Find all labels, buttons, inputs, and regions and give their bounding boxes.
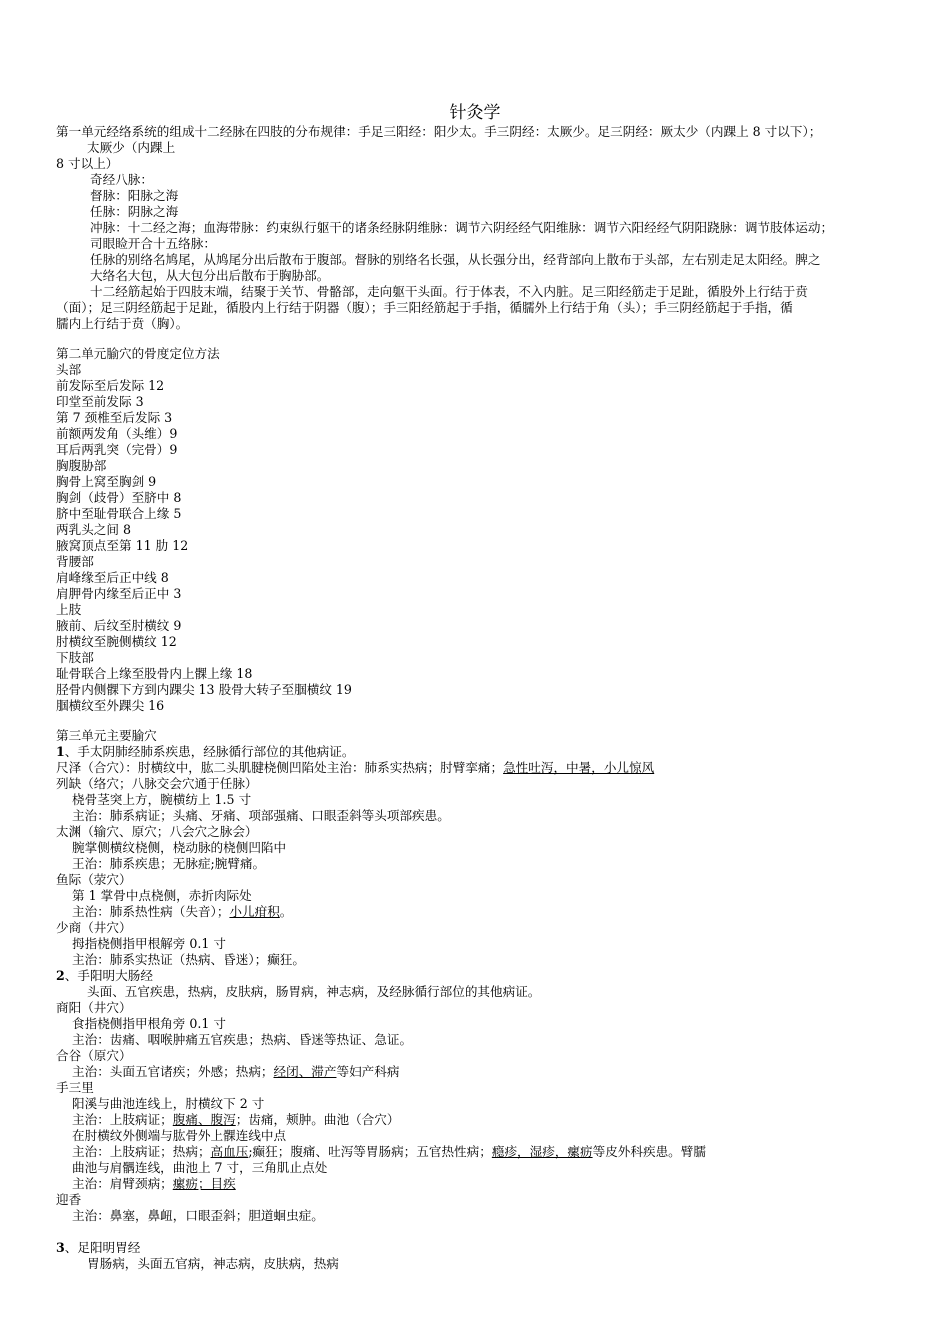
- taiyuan-line: 太渊（输穴、原穴；八会穴之脉会）: [56, 824, 258, 839]
- shaoshang-location: 拇指桡侧指甲根解旁 0.1 寸: [72, 936, 226, 951]
- unit1-line3: 8 寸以上）: [56, 156, 119, 171]
- section-number: 2: [56, 968, 65, 983]
- chize-line: [56, 760, 654, 776]
- list-item: 胫骨内侧髁下方到内踝尖 13 股骨大转子至腘横纹 19: [56, 682, 352, 697]
- lieque-location: 桡骨茎突上方，腕横纺上 1.5 寸: [72, 792, 252, 807]
- underlined-text: 急性吐泻，中暑，小儿惊风: [503, 760, 655, 775]
- list-item: 肘横纹至腕侧横纹 12: [56, 634, 177, 649]
- quchi-text-2: ;癫狂；腹痛、吐泻等胃肠病；五官热性病；: [248, 1144, 492, 1159]
- unit1-line6: 任脉：阴脉之海: [90, 204, 179, 219]
- list-item: 头部: [56, 362, 82, 377]
- list-item: 背腰部: [56, 554, 94, 569]
- list-item: 脐中至耻骨联合上缘 5: [56, 506, 182, 521]
- quchi-location: 在肘横纹外侧端与肱骨外上髁连线中点: [72, 1128, 287, 1143]
- shousanli-text: 主治：上肢病证；: [72, 1112, 173, 1127]
- list-item: 印堂至前发际 3: [56, 394, 144, 409]
- list-item: 腘横纹至外踝尖 16: [56, 698, 165, 713]
- list-item: 前额两发角（头维）9: [56, 426, 178, 441]
- chize-text: 尺泽（合穴）：肘横纹中，肱二头肌腱桡侧凹陷处主治：肺系实热病；肘臂挛痛；: [56, 760, 504, 775]
- list-item: 肩峰缘至后正中线 8: [56, 570, 169, 585]
- section-text: 、足阳明胃经: [64, 1240, 141, 1255]
- shangyang-line: 商阳（井穴）: [56, 1000, 132, 1015]
- unit1-line9: 任脉的别络名鸠尾，从鸠尾分出后散布于腹部。督脉的别络名长强，从长强分出，经背部向上散布于头部，左右别走足太阳经。脾之: [90, 252, 821, 267]
- quchi-text-3: 等皮外科疾患。臂臑: [592, 1144, 706, 1159]
- list-item: 耻骨联合上缘至股骨内上髁上缘 18: [56, 666, 253, 681]
- shangyang-location: 食指桡侧指甲根角旁 0.1 寸: [72, 1016, 226, 1031]
- binao-text: 主治：肩臂颈病；: [72, 1176, 173, 1191]
- hegu-line: 合谷（原穴）: [56, 1048, 132, 1063]
- list-item: 耳后两乳突（完骨）9: [56, 442, 178, 457]
- binao-indication: [72, 1176, 236, 1192]
- yuji-location: 第 1 掌骨中点桡侧，赤折肉际处: [72, 888, 252, 903]
- underlined-text: 瘰疬；目疾: [172, 1176, 236, 1191]
- underlined-text: 瘾疹，湿疹，瘰疬: [491, 1144, 593, 1159]
- yuji-indication: [72, 904, 292, 920]
- shaoshang-line: 少商（井穴）: [56, 920, 132, 935]
- section1-heading: [56, 744, 354, 760]
- section-number: 3: [56, 1240, 65, 1255]
- document-title: 针灸学: [449, 103, 501, 123]
- list-item: 第 7 颈椎至后发际 3: [56, 410, 173, 425]
- list-item: 两乳头之间 8: [56, 522, 131, 537]
- yuji-text: 主治：肺系热性病（失音）；: [72, 904, 230, 919]
- unit1-line5: 督脉：阳脉之海: [90, 188, 179, 203]
- shousanli-line: 手三里: [56, 1080, 94, 1095]
- taiyuan-indication: 王治：肺系疾患；无脉症;腕臂痛。: [72, 856, 266, 871]
- lieque-indication: 主治：肺系病证；头痛、牙痛、项部强痛、口眼歪斜等头项部疾患。: [72, 808, 450, 823]
- unit1-line8: 司眼睑开合十五络脉：: [90, 236, 216, 251]
- section3-desc: 胃肠病，头面五官病，神志病，皮肤病，热病: [87, 1256, 339, 1271]
- quchi-text: 主治：上肢病证；热病；: [72, 1144, 211, 1159]
- binao-location: 曲池与肩髃连线，曲池上 7 寸，三角肌止点处: [72, 1160, 328, 1175]
- hegu-text: 主治：头面五官诸疾；外感；热病；: [72, 1064, 274, 1079]
- hegu-end: 等妇产科病: [336, 1064, 400, 1079]
- unit1-line11: 十二经筋起始于四肢末端，结聚于关节、骨骼部，走向躯干头面。行于体表，不入内脏。足三阳经筋走于足趾，循股外上行结于贲: [90, 284, 808, 299]
- list-item: 下肢部: [56, 650, 94, 665]
- section-text: 、手太阴肺经肺系疾患，经脉循行部位的其他病证。: [64, 744, 355, 759]
- list-item: 胸骨上窝至胸剑 9: [56, 474, 157, 489]
- lieque-line: 列缺（络穴；八脉交会穴通于任脉）: [56, 776, 258, 791]
- list-item: 前发际至后发际 12: [56, 378, 165, 393]
- list-item: 上肢: [56, 602, 82, 617]
- shousanli-location: 阳溪与曲池连线上，肘横纹下 2 寸: [72, 1096, 265, 1111]
- unit1-line10: 大络名大包，从大包分出后散布于胸胁部。: [90, 268, 330, 283]
- unit1-line7: 冲脉：十二经之海；血海带脉：约束纵行躯干的诸条经脉阴维脉：调节六阴经经气阳维脉：调节六阳经经气阴阳跷脉：调节肢体运动；: [90, 220, 834, 235]
- unit3-heading: 第三单元主要腧穴: [56, 728, 157, 743]
- list-item: 腋前、后纹至肘横纹 9: [56, 618, 182, 633]
- list-item: 胸腹胁部: [56, 458, 107, 473]
- unit1-line2: 太厥少（内踝上: [87, 140, 176, 155]
- yuji-end: 。: [279, 904, 293, 919]
- quchi-indication: [72, 1144, 706, 1160]
- shaoshang-indication: 主治：肺系实热证（热病、昏迷）；癫狂。: [72, 952, 305, 967]
- yingxiang-indication: 主治：鼻塞，鼻衄，口眼歪斜；胆道蛔虫症。: [72, 1208, 324, 1223]
- section2-heading: [56, 968, 153, 984]
- underlined-text: 小儿疳积: [229, 904, 280, 919]
- section2-desc: 头面、五官疾患，热病，皮肤病，肠胃病，神志病，及经脉循行部位的其他病证。: [87, 984, 541, 999]
- underlined-text: 经闭、滞产: [273, 1064, 337, 1079]
- hegu-indication: [72, 1064, 399, 1080]
- yingxiang-line: 迎香: [56, 1192, 82, 1207]
- shousanli-end: ；齿痛，颊肿。曲池（合穴）: [235, 1112, 400, 1127]
- shousanli-indication: [72, 1112, 399, 1128]
- unit2-heading: 第二单元腧穴的骨度定位方法: [56, 346, 220, 361]
- taiyuan-location: 腕掌侧横纹桡侧，桡动脉的桡侧凹陷中: [72, 840, 287, 855]
- unit1-line13: 臑内上行结于贲（胸）。: [56, 316, 189, 331]
- list-item: 肩胛骨内缘至后正中 3: [56, 586, 182, 601]
- underlined-text: 高血压: [210, 1144, 249, 1159]
- unit1-line4: 奇经八脉：: [90, 172, 153, 187]
- unit1-line12: （面）；足三阴经筋起于足趾，循股内上行结于阴器（腹）；手三阳经筋起于手指，循臑外上行结于角（头）；手三阴经筋起于手指，循: [56, 300, 793, 315]
- list-item: 腋窝顶点至第 11 肋 12: [56, 538, 189, 553]
- shangyang-indication: 主治：齿痛、咽喉肿痛五官疾患；热病、昏迷等热证、急证。: [72, 1032, 413, 1047]
- section-text: 、手阳明大肠经: [64, 968, 153, 983]
- section-number: 1: [56, 744, 65, 759]
- list-item: 胸剑（歧骨）至脐中 8: [56, 490, 182, 505]
- section3-heading: [56, 1240, 140, 1256]
- yuji-line: 鱼际（荥穴）: [56, 872, 132, 887]
- underlined-text: 腹痛、腹泻: [172, 1112, 236, 1127]
- unit1-line1: 第一单元经络系统的组成十二经脉在四肢的分布规律：手足三阳经：阳少太。手三阴经：太厥少。足三阴经：厥太少（内踝上 8 寸以下）；: [56, 124, 822, 139]
